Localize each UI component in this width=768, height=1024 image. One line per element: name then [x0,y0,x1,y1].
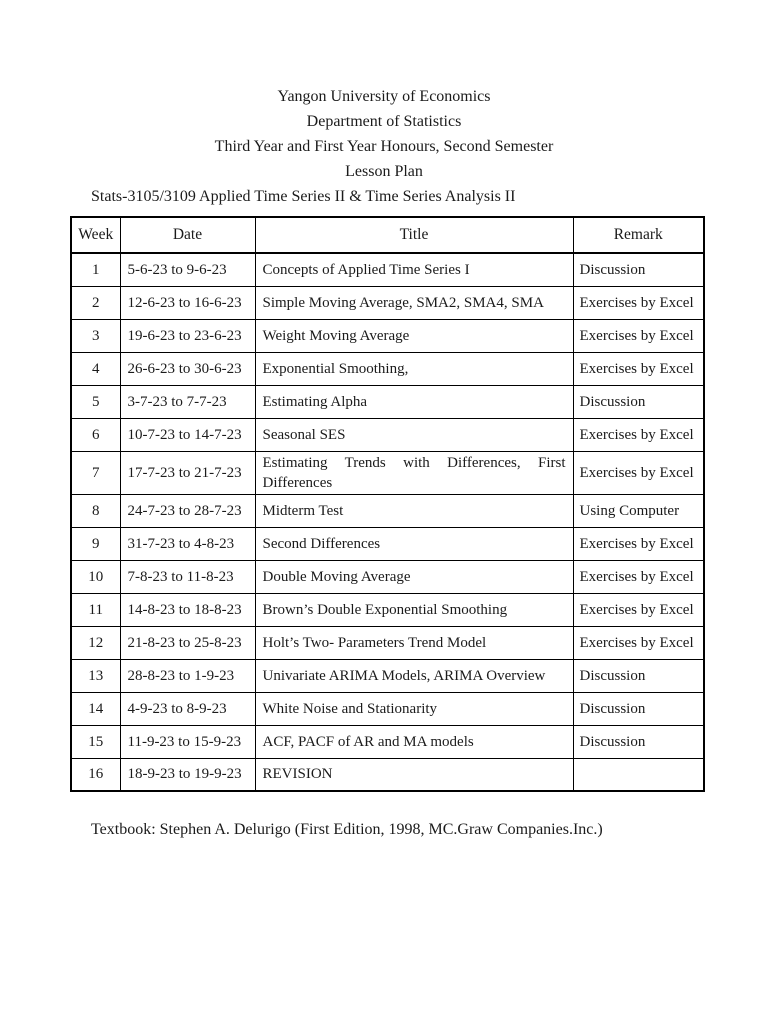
cell-title: REVISION [255,758,573,791]
cell-title: Brown’s Double Exponential Smoothing [255,593,573,626]
cell-date: 14-8-23 to 18-8-23 [120,593,255,626]
table-row [71,286,704,319]
cell-week: 6 [71,418,120,451]
cell-title: Midterm Test [255,494,573,527]
cell-title: Holt’s Two- Parameters Trend Model [255,626,573,659]
table-row [71,659,704,692]
cell-title: Seasonal SES [255,418,573,451]
lesson-plan-table [70,216,705,792]
table-row [71,494,704,527]
table-row [71,560,704,593]
cell-date: 24-7-23 to 28-7-23 [120,494,255,527]
table-row [71,319,704,352]
university-title: Yangon University of Economics [277,88,491,105]
table-header [71,217,704,253]
cell-week: 5 [71,385,120,418]
cell-week: 4 [71,352,120,385]
table-row [71,626,704,659]
cell-date: 5-6-23 to 9-6-23 [120,253,255,286]
cell-title: Second Differences [255,527,573,560]
cell-remark: Exercises by Excel [573,593,704,626]
cell-week: 1 [71,253,120,286]
cell-week: 3 [71,319,120,352]
cell-week: 14 [71,692,120,725]
table-row [71,352,704,385]
cell-week: 9 [71,527,120,560]
table-row [71,451,704,494]
cell-date: 21-8-23 to 25-8-23 [120,626,255,659]
cell-date: 28-8-23 to 1-9-23 [120,659,255,692]
cell-title: ACF, PACF of AR and MA models [255,725,573,758]
cell-date: 4-9-23 to 8-9-23 [120,692,255,725]
cell-title: Estimating Alpha [255,385,573,418]
cell-title: Double Moving Average [255,560,573,593]
cell-remark: Exercises by Excel [573,286,704,319]
cell-date: 7-8-23 to 11-8-23 [120,560,255,593]
cell-remark: Exercises by Excel [573,560,704,593]
cell-date: 17-7-23 to 21-7-23 [120,451,255,494]
column-header-title: Title [255,217,573,253]
table-row [71,758,704,791]
cell-remark: Discussion [573,659,704,692]
cell-remark [573,758,704,791]
cell-date: 10-7-23 to 14-7-23 [120,418,255,451]
course-title: Stats-3105/3109 Applied Time Series II & Time Series Analysis II [91,188,516,205]
cell-date: 18-9-23 to 19-9-23 [120,758,255,791]
cell-title: Univariate ARIMA Models, ARIMA Overview [255,659,573,692]
table-row [71,418,704,451]
cell-week: 13 [71,659,120,692]
cell-date: 11-9-23 to 15-9-23 [120,725,255,758]
cell-week: 7 [71,451,120,494]
lesson-table-body [71,253,704,791]
cell-week: 2 [71,286,120,319]
cell-title: Exponential Smoothing, [255,352,573,385]
cell-week: 8 [71,494,120,527]
textbook-note: Textbook: Stephen A. Delurigo (First Edition, 1998, MC.Graw Companies.Inc.) [91,821,603,838]
table-row [71,692,704,725]
cell-week: 10 [71,560,120,593]
cell-week: 16 [71,758,120,791]
cell-title: White Noise and Stationarity [255,692,573,725]
cell-date: 12-6-23 to 16-6-23 [120,286,255,319]
cell-week: 15 [71,725,120,758]
cell-remark: Discussion [573,692,704,725]
cell-title: Weight Moving Average [255,319,573,352]
cell-remark: Exercises by Excel [573,626,704,659]
cell-remark: Exercises by Excel [573,451,704,494]
cell-date: 3-7-23 to 7-7-23 [120,385,255,418]
cell-remark: Exercises by Excel [573,418,704,451]
cell-date: 26-6-23 to 30-6-23 [120,352,255,385]
table-row [71,527,704,560]
cell-date: 31-7-23 to 4-8-23 [120,527,255,560]
cell-remark: Exercises by Excel [573,527,704,560]
cell-remark: Discussion [573,253,704,286]
cell-remark: Discussion [573,385,704,418]
cell-remark: Exercises by Excel [573,352,704,385]
cell-remark: Using Computer [573,494,704,527]
cell-week: 11 [71,593,120,626]
cell-title: Estimating Trends with Differences, First Differences [255,451,573,494]
column-header-date: Date [120,217,255,253]
cell-remark: Exercises by Excel [573,319,704,352]
table-row [71,385,704,418]
table-row [71,593,704,626]
column-header-remark: Remark [573,217,704,253]
cell-title: Concepts of Applied Time Series I [255,253,573,286]
cell-title: Simple Moving Average, SMA2, SMA4, SMA [255,286,573,319]
column-header-week: Week [71,217,120,253]
table-row [71,253,704,286]
table-row [71,725,704,758]
cell-remark: Discussion [573,725,704,758]
cell-date: 19-6-23 to 23-6-23 [120,319,255,352]
semester-line: Third Year and First Year Honours, Second Semester [214,138,554,155]
department-title: Department of Statistics [306,113,462,130]
lesson-plan-title: Lesson Plan [345,163,423,180]
table-header-row [71,217,704,253]
cell-week: 12 [71,626,120,659]
